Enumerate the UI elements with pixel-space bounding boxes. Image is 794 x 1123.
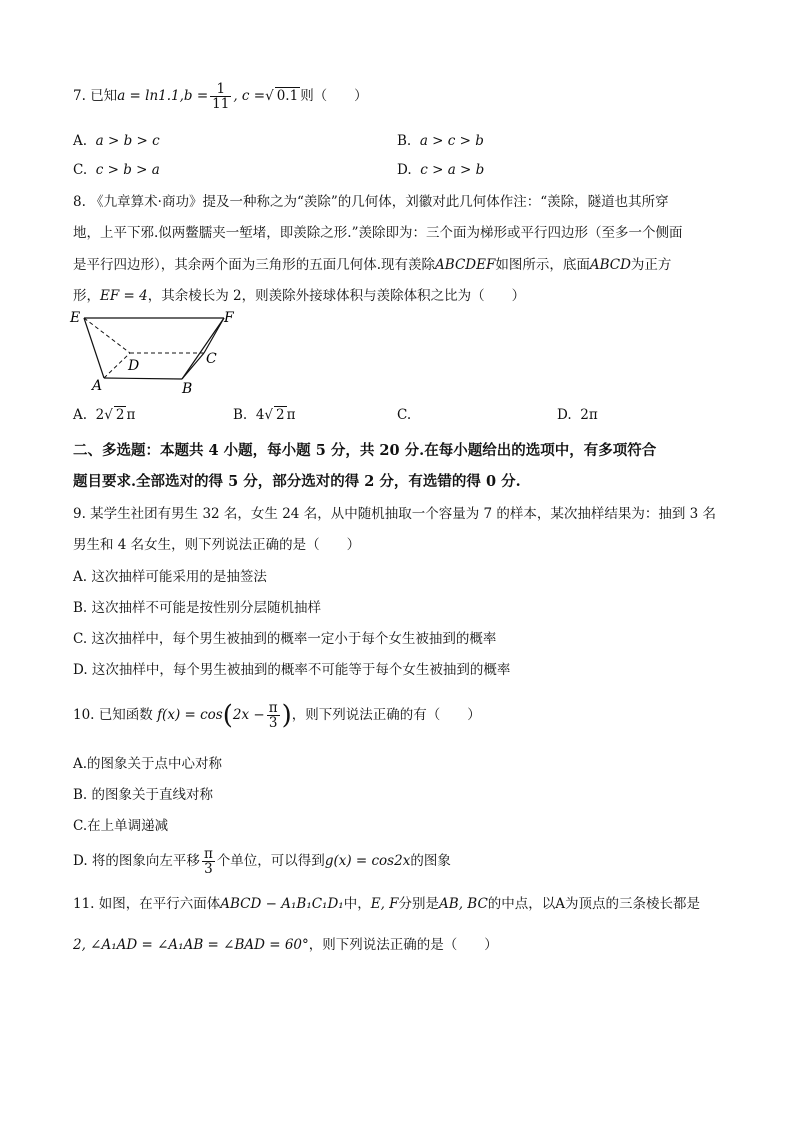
q10-option-d-b: 个单位，可以得到 (216, 853, 325, 869)
q7-option-c-label: C. (73, 162, 88, 178)
q11-points: E, F (370, 896, 399, 912)
q7-option-c (73, 160, 160, 180)
q8-option-d-text: 2π (580, 407, 598, 423)
q7-option-b-text: a > c > b (419, 133, 484, 149)
q10-right-paren: ) (281, 700, 292, 731)
q10-option-d-d: 的图象 (410, 853, 451, 869)
q10-pi-over-3 (267, 701, 280, 730)
q10-left-paren: ( (222, 700, 233, 731)
q10-option-a: A.的图象关于点中心对称 (73, 756, 223, 772)
q11-line-1-c: 中， (343, 896, 371, 912)
q7-b-denominator: 11 (212, 96, 230, 112)
q8-line-4-c: ，其余棱长为 2，则羡除外接球体积与羡除体积之比为（ ） (147, 288, 526, 304)
q11-angle-conditions: 2, ∠A₁AD = ∠A₁AB = ∠BAD = 60° (73, 937, 309, 953)
label-c: C (206, 351, 217, 367)
q8-option-b-radicand: 2 (276, 407, 285, 423)
q8-line-3 (73, 255, 671, 275)
q8-option-a-pi: π (126, 407, 136, 423)
q7-option-a-label: A. (73, 133, 88, 149)
q7-option-b-label: B. (397, 133, 412, 149)
label-f: F (224, 310, 234, 326)
q8-ef-length: EF = 4 (100, 288, 148, 304)
q8-option-a-label: A. (73, 407, 88, 423)
q7-b-lhs: b = (183, 88, 209, 104)
q8-figure (64, 306, 254, 398)
q11-edges: AB, BC (439, 896, 488, 912)
q11-solid-name: ABCD − A₁B₁C₁D₁ (220, 896, 344, 912)
edge-ad-hidden (104, 353, 130, 378)
q7-a-expr: a = ln1.1, (117, 88, 184, 104)
q8-option-a-radicand: 2 (115, 407, 125, 423)
q11-line-1-g: 的中点，以A为顶点的三条棱长都是 (487, 896, 701, 912)
q7-b-fraction (210, 82, 231, 111)
q8-line-3-e: 为正方 (630, 257, 672, 273)
q10-option-d-a: D. 将的图象向左平移 (73, 853, 200, 869)
edge-ab (104, 378, 182, 379)
q7-stem: 7. 已知a = ln1.1,b = $\frac{1}{11}$ , c =√ 0.1 则（ ） (73, 81, 368, 112)
label-e: E (70, 310, 81, 326)
q9-line-1: 9. 某学生社团有男生 32 名，女生 24 名，从中随机抽取一个容量为 7 的样本，某次抽样结果为：抽到 3 名 (73, 506, 717, 522)
q9-option-d: D. 这次抽样中，每个男生被抽到的概率不可能等于每个女生被抽到的概率 (73, 662, 511, 678)
q8-line-4 (73, 286, 525, 306)
q8-option-b-coef: 4 (255, 407, 265, 423)
q10-inner: 2x − (232, 707, 265, 723)
section2-heading-line-2: 题目要求.全部选对的得 5 分，部分选对的得 2 分，有选错的得 0 分. (73, 473, 521, 490)
q8-line-1: 8. 《九章算术·商功》提及一种称之为“羡除”的几何体，刘徽对此几何体作注：“羡除，隧道也其所穿 (73, 194, 669, 210)
q10-option-d-fraction (202, 847, 215, 876)
q9-line-2: 男生和 4 名女生，则下列说法正确的是（ ） (73, 537, 361, 553)
q10-pi-denominator: 3 (268, 715, 278, 731)
q8-line-2: 地，上平下邪.似两鳖臑夹一堑堵，即羡除之形.”羡除即为：三个面为梯形或平行四边形（至多一个侧面 (73, 225, 683, 241)
q10-suffix: ，则下列说法正确的有（ ） (291, 707, 481, 723)
edge-bc (182, 353, 204, 379)
q8-option-b-label: B. (233, 407, 248, 423)
q10-option-d (73, 846, 451, 876)
q9-option-b: B. 这次抽样不可能是按性别分层随机抽样 (73, 600, 322, 616)
q7-option-a-text: a > b > c (95, 133, 160, 149)
q11-line-2 (73, 935, 498, 955)
edge-ed-hidden (84, 318, 130, 353)
q10-option-c: C.在上单调递减 (73, 818, 169, 834)
q9-option-c: C. 这次抽样中，每个男生被抽到的概率一定小于每个女生被抽到的概率 (73, 631, 497, 647)
edge-bf (182, 318, 224, 379)
label-d: D (128, 358, 140, 374)
q8-line-4-a: 形， (73, 288, 100, 304)
q10-pi-numerator: π (268, 700, 278, 716)
q11-line-2-b: ，则下列说法正确的是（ ） (308, 937, 498, 953)
q10-option-d-denominator: 3 (204, 861, 213, 877)
q7-prefix: 已知 (90, 88, 118, 104)
q11-line-1-e: 分别是 (398, 896, 440, 912)
q7-option-a (73, 131, 160, 151)
q7-option-d (397, 160, 484, 180)
q8-option-a: A. 2√ 2 π (73, 407, 136, 423)
q10-function: f(x) = cos (157, 707, 223, 723)
q8-option-b: B. 4√ 2 π (233, 407, 296, 423)
q7-option-d-text: c > a > b (420, 162, 485, 178)
q10-option-d-numerator: π (203, 846, 213, 862)
q9-option-a: A. 这次抽样可能采用的是抽签法 (73, 569, 267, 585)
q11-line-1-a: 11. 如图，在平行六面体 (73, 896, 221, 912)
q8-option-d (557, 405, 598, 425)
section2-heading-line-1: 二、多选题：本题共 4 小题，每小题 5 分，共 20 分.在每小题给出的选项中，有多项符合 (73, 442, 657, 459)
q8-option-d-label: D. (557, 407, 572, 423)
q11-line-1 (73, 894, 700, 914)
q7-option-d-label: D. (397, 162, 412, 178)
q8-option-a-coef: 2 (95, 407, 105, 423)
q10-option-b: B. 的图象关于直线对称 (73, 787, 214, 803)
q7-suffix: 则（ ） (300, 88, 368, 104)
q8-base-name: ABCD (589, 257, 631, 273)
q7-c-radicand: 0.1 (276, 88, 299, 104)
q10-number: 10. 已知函数 (73, 707, 153, 723)
edge-cf (204, 318, 224, 353)
q8-line-3-a: 是平行四边形），其余两个面为三角形的五面几何体.现有羡除 (73, 257, 436, 273)
q8-line-3-c: 如图所示，底面 (495, 257, 590, 273)
q7-number: 7. (73, 88, 86, 104)
q7-c-lhs: , c = (233, 88, 266, 104)
q8-solid-name: ABCDEF (435, 257, 496, 273)
q8-option-b-pi: π (286, 407, 296, 423)
q8-option-c (397, 405, 411, 425)
q7-option-c-text: c > b > a (95, 162, 160, 178)
label-a: A (92, 378, 103, 394)
q7-b-numerator: 1 (210, 82, 231, 97)
q8-option-c-label: C. (397, 407, 412, 423)
q7-option-b (397, 131, 484, 151)
edge-ae (84, 318, 104, 378)
label-b: B (182, 381, 193, 397)
q10-stem (73, 700, 481, 731)
q10-option-d-gx: g(x) = cos2x (324, 853, 411, 869)
